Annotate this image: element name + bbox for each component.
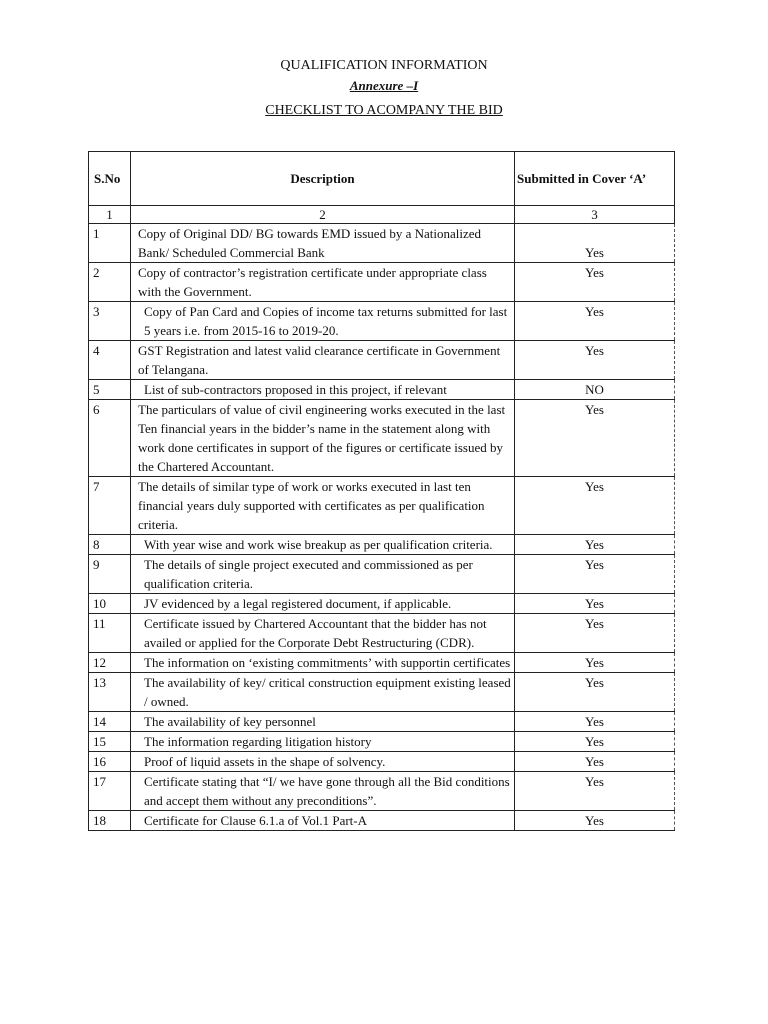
table-row: [89, 263, 675, 302]
column-number-row: [89, 206, 675, 224]
column-number: 1: [89, 206, 131, 224]
table-row: [89, 752, 675, 772]
row-sno: 18: [89, 811, 131, 831]
table-row: [89, 341, 675, 380]
table-row: [89, 380, 675, 400]
row-sno: 2: [89, 263, 131, 302]
row-sno: 4: [89, 341, 131, 380]
annexure-label: Annexure –I: [349, 78, 419, 93]
row-description: Certificate stating that “I/ we have gone through all the Bid conditions and accept them without any preconditions”.: [131, 772, 515, 811]
row-sno: 10: [89, 594, 131, 614]
row-submitted: Yes: [515, 400, 675, 477]
row-submitted: Yes: [515, 772, 675, 811]
table-row: [89, 400, 675, 477]
row-sno: 3: [89, 302, 131, 341]
row-sno: 8: [89, 535, 131, 555]
row-submitted: Yes: [515, 614, 675, 653]
table-row: [89, 302, 675, 341]
checklist-label: CHECKLIST TO ACOMPANY THE BID: [265, 103, 503, 118]
row-submitted: Yes: [515, 712, 675, 732]
column-header-description: Description: [131, 152, 515, 206]
table-row: [89, 732, 675, 752]
table-row: [89, 712, 675, 732]
row-description: The particulars of value of civil engineering works executed in the last Ten financial years in the bidder’s name in the statement along with work done certificates in support of the figures or certificate issued by the Chartered Accountant.: [131, 400, 515, 477]
row-sno: 6: [89, 400, 131, 477]
table-header-row: [89, 152, 675, 206]
row-description: Copy of Original DD/ BG towards EMD issued by a Nationalized Bank/ Scheduled Commercial Bank: [131, 224, 515, 263]
row-sno: 14: [89, 712, 131, 732]
row-sno: 13: [89, 673, 131, 712]
row-submitted: Yes: [515, 811, 675, 831]
row-description: The information on ‘existing commitments’ with supportin certificates: [131, 653, 515, 673]
row-description: The availability of key personnel: [131, 712, 515, 732]
row-submitted: Yes: [515, 594, 675, 614]
row-submitted: Yes: [515, 224, 675, 263]
row-sno: 5: [89, 380, 131, 400]
row-submitted: Yes: [515, 341, 675, 380]
checklist-heading: [0, 103, 768, 119]
row-description: The availability of key/ critical construction equipment existing leased / owned.: [131, 673, 515, 712]
row-submitted: Yes: [515, 477, 675, 535]
row-sno: 15: [89, 732, 131, 752]
row-sno: 17: [89, 772, 131, 811]
row-description: Copy of contractor’s registration certificate under appropriate class with the Government.: [131, 263, 515, 302]
row-description: List of sub-contractors proposed in this project, if relevant: [131, 380, 515, 400]
table-row: [89, 594, 675, 614]
row-submitted: Yes: [515, 302, 675, 341]
row-submitted: Yes: [515, 653, 675, 673]
row-description: Copy of Pan Card and Copies of income tax returns submitted for last 5 years i.e. from 2015-16 to 2019-20.: [131, 302, 515, 341]
column-header-sno: S.No: [89, 152, 131, 206]
row-submitted: Yes: [515, 732, 675, 752]
table-row: [89, 772, 675, 811]
row-sno: 12: [89, 653, 131, 673]
row-submitted: Yes: [515, 752, 675, 772]
row-description: Certificate for Clause 6.1.a of Vol.1 Part-A: [131, 811, 515, 831]
table-row: [89, 535, 675, 555]
table-row: [89, 555, 675, 594]
table-row: [89, 614, 675, 653]
row-description: The information regarding litigation history: [131, 732, 515, 752]
row-sno: 16: [89, 752, 131, 772]
row-submitted: Yes: [515, 555, 675, 594]
row-description: With year wise and work wise breakup as per qualification criteria.: [131, 535, 515, 555]
row-description: GST Registration and latest valid clearance certificate in Government of Telangana.: [131, 341, 515, 380]
table-row: [89, 653, 675, 673]
row-sno: 11: [89, 614, 131, 653]
table-row: [89, 477, 675, 535]
table-row: [89, 224, 675, 263]
row-submitted: Yes: [515, 673, 675, 712]
column-header-submitted: Submitted in Cover ‘A’: [515, 152, 675, 206]
row-submitted: Yes: [515, 263, 675, 302]
checklist-table: [88, 151, 675, 831]
row-sno: 9: [89, 555, 131, 594]
row-description: The details of single project executed and commissioned as per qualification criteria.: [131, 555, 515, 594]
row-description: The details of similar type of work or works executed in last ten financial years duly supported with certificates as per qualification criteria.: [131, 477, 515, 535]
row-description: Proof of liquid assets in the shape of solvency.: [131, 752, 515, 772]
page-title: QUALIFICATION INFORMATION: [280, 58, 488, 73]
row-submitted: NO: [515, 380, 675, 400]
column-number: 2: [131, 206, 515, 224]
table-row: [89, 673, 675, 712]
row-description: JV evidenced by a legal registered document, if applicable.: [131, 594, 515, 614]
row-description: Certificate issued by Chartered Accountant that the bidder has not availed or applied for the Corporate Debt Restructuring (CDR).: [131, 614, 515, 653]
table-row: [89, 811, 675, 831]
column-number: 3: [515, 206, 675, 224]
row-sno: 1: [89, 224, 131, 263]
row-submitted: Yes: [515, 535, 675, 555]
annexure-heading: [0, 78, 768, 94]
row-sno: 7: [89, 477, 131, 535]
